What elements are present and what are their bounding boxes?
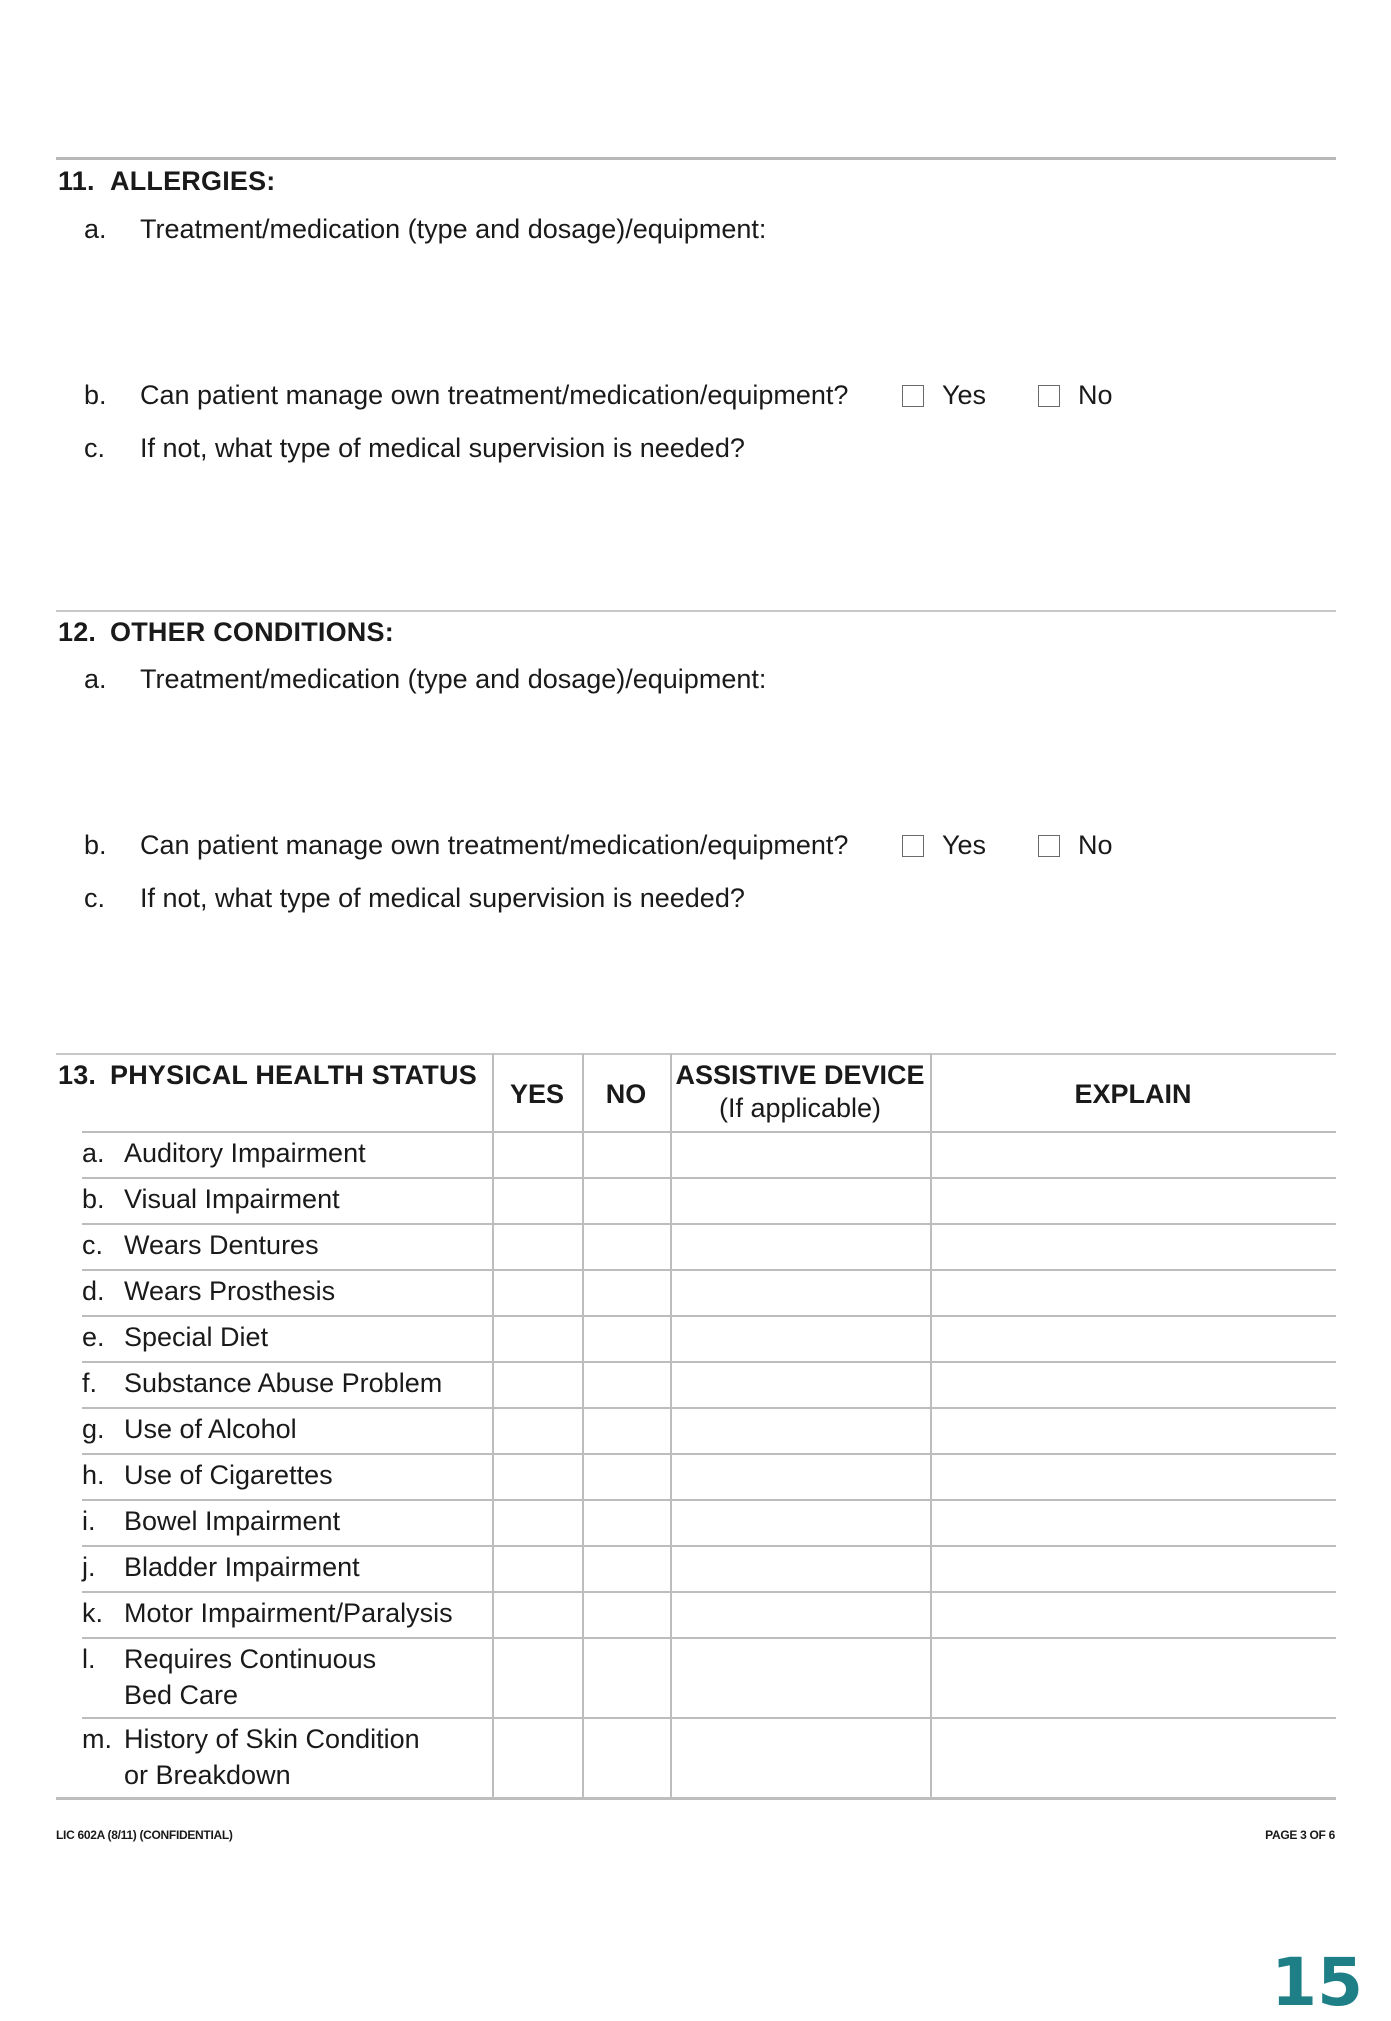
- column-header-assistive-device: ASSISTIVE DEVICE (If applicable): [675, 1060, 925, 1123]
- section-number: 13.: [58, 1060, 97, 1090]
- no-cell[interactable]: [584, 1179, 668, 1221]
- no-cell[interactable]: [584, 1317, 668, 1359]
- section-number: 11.: [58, 166, 95, 196]
- explain-cell[interactable]: [932, 1547, 1334, 1589]
- yes-cell[interactable]: [494, 1133, 580, 1175]
- checkbox-box[interactable]: [1038, 385, 1060, 407]
- column-header-yes: YES: [509, 1079, 565, 1109]
- section-11-item-a: a. Treatment/medication (type and dosage)/equipment:: [84, 214, 767, 244]
- table-row-label: d. Wears Prosthesis: [82, 1276, 336, 1306]
- explain-cell[interactable]: [932, 1225, 1334, 1267]
- table-row-label: b. Visual Impairment: [82, 1184, 340, 1214]
- table-row-divider: [82, 1177, 1336, 1179]
- table-row-label: a. Auditory Impairment: [82, 1138, 366, 1168]
- table-row-divider: [82, 1223, 1336, 1225]
- table-row-label: e. Special Diet: [82, 1322, 269, 1352]
- section-13-title: [58, 1060, 477, 1091]
- table-column-divider: [930, 1053, 932, 1797]
- assistive-device-cell[interactable]: [672, 1179, 928, 1221]
- explain-cell[interactable]: [932, 1593, 1334, 1635]
- section-12-item-a: a. Treatment/medication (type and dosage)/equipment:: [84, 664, 767, 694]
- section-12-item-b: b. Can patient manage own treatment/medication/equipment?: [84, 830, 849, 860]
- yes-cell[interactable]: [494, 1455, 580, 1497]
- yes-cell[interactable]: [494, 1639, 580, 1715]
- section-11-yes-checkbox[interactable]: Yes: [902, 380, 986, 411]
- assistive-device-cell[interactable]: [672, 1225, 928, 1267]
- yes-cell[interactable]: [494, 1501, 580, 1543]
- section-12-item-c: c. If not, what type of medical supervision is needed?: [84, 883, 745, 913]
- explain-cell[interactable]: [932, 1719, 1334, 1795]
- table-row-divider: [82, 1545, 1336, 1547]
- table-row-divider: [82, 1637, 1336, 1639]
- explain-cell[interactable]: [932, 1133, 1334, 1175]
- no-cell[interactable]: [584, 1225, 668, 1267]
- table-row-divider: [82, 1315, 1336, 1317]
- section-label: ALLERGIES:: [110, 166, 276, 196]
- assistive-device-cell[interactable]: [672, 1593, 928, 1635]
- assistive-device-cell[interactable]: [672, 1317, 928, 1359]
- table-row-label: i. Bowel Impairment: [82, 1506, 341, 1536]
- no-cell[interactable]: [584, 1271, 668, 1313]
- table-row-label: h. Use of Cigarettes: [82, 1460, 333, 1490]
- form-id: LIC 602A (8/11) (CONFIDENTIAL): [56, 1828, 233, 1842]
- table-row-label: f. Substance Abuse Problem: [82, 1368, 443, 1398]
- assistive-device-cell[interactable]: [672, 1133, 928, 1175]
- explain-cell[interactable]: [932, 1409, 1334, 1451]
- section-divider: [56, 1053, 1336, 1055]
- table-row-label: k. Motor Impairment/Paralysis: [82, 1598, 453, 1628]
- explain-cell[interactable]: [932, 1317, 1334, 1359]
- yes-cell[interactable]: [494, 1719, 580, 1795]
- explain-cell[interactable]: [932, 1179, 1334, 1221]
- table-row-divider: [82, 1717, 1336, 1719]
- no-cell[interactable]: [584, 1133, 668, 1175]
- assistive-device-cell[interactable]: [672, 1639, 928, 1715]
- table-column-divider: [582, 1053, 584, 1797]
- column-header-explain: EXPLAIN: [1074, 1079, 1192, 1109]
- section-divider: [56, 610, 1336, 612]
- assistive-device-cell[interactable]: [672, 1547, 928, 1589]
- section-divider: [56, 157, 1336, 160]
- section-12-yes-checkbox[interactable]: Yes: [902, 830, 986, 861]
- assistive-device-cell[interactable]: [672, 1409, 928, 1451]
- assistive-device-cell[interactable]: [672, 1719, 928, 1795]
- table-column-divider: [492, 1053, 494, 1797]
- table-row-label: m. History of Skin Condition or Breakdown: [82, 1724, 420, 1790]
- table-row-label: c. Wears Dentures: [82, 1230, 319, 1260]
- table-row-label: g. Use of Alcohol: [82, 1414, 297, 1444]
- checkbox-box[interactable]: [902, 385, 924, 407]
- table-row-label: l. Requires Continuous Bed Care: [82, 1644, 377, 1710]
- table-row-divider: [82, 1269, 1336, 1271]
- section-11-item-c: c. If not, what type of medical supervision is needed?: [84, 433, 745, 463]
- yes-cell[interactable]: [494, 1271, 580, 1313]
- no-cell[interactable]: [584, 1547, 668, 1589]
- table-row-label: j. Bladder Impairment: [82, 1552, 360, 1582]
- no-cell[interactable]: [584, 1639, 668, 1715]
- column-header-no: NO: [605, 1079, 647, 1109]
- explain-cell[interactable]: [932, 1501, 1334, 1543]
- yes-cell[interactable]: [494, 1593, 580, 1635]
- explain-cell[interactable]: [932, 1363, 1334, 1405]
- section-11-no-checkbox[interactable]: No: [1038, 380, 1113, 411]
- section-11-item-b: b. Can patient manage own treatment/medication/equipment?: [84, 380, 849, 410]
- page-indicator: PAGE 3 OF 6: [1265, 1828, 1335, 1842]
- table-row-divider: [82, 1591, 1336, 1593]
- assistive-device-cell[interactable]: [672, 1363, 928, 1405]
- checkbox-box[interactable]: [1038, 835, 1060, 857]
- yes-cell[interactable]: [494, 1179, 580, 1221]
- no-cell[interactable]: [584, 1363, 668, 1405]
- section-11-title: [58, 166, 276, 197]
- section-label: OTHER CONDITIONS:: [110, 617, 394, 647]
- table-row-divider: [82, 1131, 1336, 1133]
- table-row-divider: [82, 1453, 1336, 1455]
- no-cell[interactable]: [584, 1501, 668, 1543]
- yes-cell[interactable]: [494, 1363, 580, 1405]
- section-number: 12.: [58, 617, 97, 647]
- table-column-divider: [670, 1053, 672, 1797]
- no-cell[interactable]: [584, 1593, 668, 1635]
- no-cell[interactable]: [584, 1719, 668, 1795]
- assistive-device-cell[interactable]: [672, 1501, 928, 1543]
- explain-cell[interactable]: [932, 1639, 1334, 1715]
- page-number-badge: 15: [1271, 1944, 1363, 2021]
- checkbox-box[interactable]: [902, 835, 924, 857]
- table-row-divider: [82, 1407, 1336, 1409]
- section-label: PHYSICAL HEALTH STATUS: [110, 1060, 477, 1090]
- table-row-divider: [82, 1361, 1336, 1363]
- explain-cell[interactable]: [932, 1455, 1334, 1497]
- section-12-title: [58, 617, 394, 648]
- yes-cell[interactable]: [494, 1225, 580, 1267]
- no-cell[interactable]: [584, 1455, 668, 1497]
- table-row-divider: [56, 1797, 1336, 1800]
- explain-cell[interactable]: [932, 1271, 1334, 1313]
- table-row-divider: [82, 1499, 1336, 1501]
- yes-cell[interactable]: [494, 1547, 580, 1589]
- assistive-device-cell[interactable]: [672, 1271, 928, 1313]
- yes-cell[interactable]: [494, 1409, 580, 1451]
- section-12-no-checkbox[interactable]: No: [1038, 830, 1113, 861]
- no-cell[interactable]: [584, 1409, 668, 1451]
- yes-cell[interactable]: [494, 1317, 580, 1359]
- assistive-device-cell[interactable]: [672, 1455, 928, 1497]
